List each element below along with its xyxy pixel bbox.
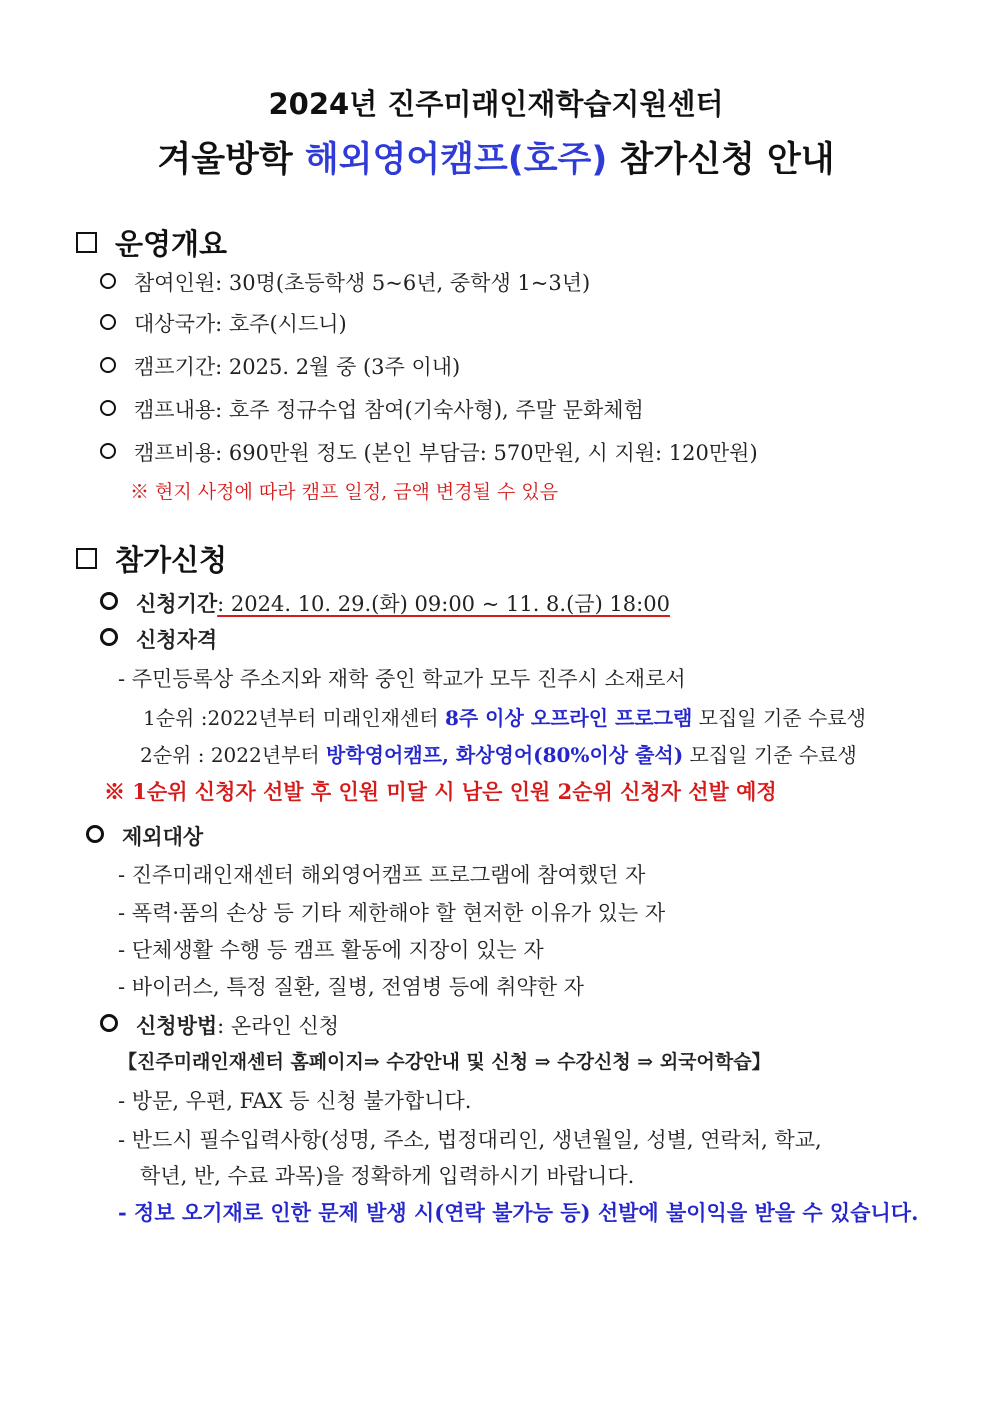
circle-bullet-icon	[86, 825, 104, 843]
overview-item	[100, 351, 460, 381]
overview-item	[100, 267, 590, 297]
period-label: 신청기간	[136, 591, 218, 616]
overview-note: ※ 현지 사정에 따라 캠프 일정, 금액 변경될 수 있음	[130, 481, 559, 503]
rank1-prefix: 1순위 :2022년부터 미래인재센터	[143, 706, 445, 730]
overview-item	[100, 437, 758, 467]
application-path: 【진주미래인재센터 홈페이지⇒ 수강안내 및 신청 ⇒ 수강신청 ⇒ 외국어학습】	[118, 1051, 771, 1073]
overview-item-text: 참여인원: 30명(초등학생 5~6년, 중학생 1~3년)	[134, 271, 591, 295]
exclusion-item: - 단체생활 수행 등 캠프 활동에 지장이 있는 자	[118, 938, 544, 962]
application-note: - 반드시 필수입력사항(성명, 주소, 법정대리인, 생년월일, 성별, 연락처, 학교,	[118, 1128, 822, 1152]
circle-bullet-icon	[100, 628, 118, 646]
overview-item-text: 캠프내용: 호주 정규수업 참여(기숙사형), 주말 문화체험	[134, 398, 644, 422]
circle-bullet-icon	[100, 443, 116, 459]
title-highlight: 해외영어캠프(호주)	[304, 140, 608, 180]
circle-bullet-icon	[100, 400, 116, 416]
rank1-suffix: 모집일 기준 수료생	[692, 706, 866, 730]
method-label: 신청방법	[136, 1013, 218, 1038]
qualification-heading	[100, 624, 217, 654]
page-title-line2	[0, 132, 992, 182]
method-heading	[100, 1010, 339, 1040]
application-period	[100, 588, 670, 618]
exclusion-item: - 바이러스, 특정 질환, 질병, 전염병 등에 취약한 자	[118, 975, 584, 999]
qualification-desc: - 주민등록상 주소지와 재학 중인 학교가 모두 진주시 소재로서	[118, 667, 686, 691]
period-value: : 2024. 10. 29.(화) 09:00 ~ 11. 8.(금) 18:00	[217, 592, 670, 616]
circle-bullet-icon	[100, 592, 118, 610]
exclusion-item: - 진주미래인재센터 해외영어캠프 프로그램에 참여했던 자	[118, 863, 646, 887]
method-value: : 온라인 신청	[217, 1014, 340, 1038]
square-bullet-icon	[76, 232, 97, 253]
overview-item	[100, 394, 644, 424]
overview-item-text: 캠프기간: 2025. 2월 중 (3주 이내)	[134, 355, 461, 379]
rank2-line	[140, 739, 857, 768]
overview-item-text: 캠프비용: 690만원 정도 (본인 부담금: 570만원, 시 지원: 120만원)	[134, 441, 758, 465]
exclusion-label: 제외대상	[122, 824, 204, 849]
title-prefix: 겨울방학	[157, 140, 305, 180]
rank1-highlight: 8주 이상 오프라인 프로그램	[444, 706, 693, 730]
circle-bullet-icon	[100, 273, 116, 289]
section-overview-heading	[76, 222, 227, 263]
overview-item-text: 대상국가: 호주(시드니)	[134, 312, 347, 336]
square-bullet-icon	[76, 548, 97, 569]
qualification-label: 신청자격	[136, 627, 218, 652]
section-application-title: 참가신청	[115, 543, 228, 577]
rank2-suffix: 모집일 기준 수료생	[683, 743, 857, 767]
circle-bullet-icon	[100, 1014, 118, 1032]
exclusion-item: - 폭력·품의 손상 등 기타 제한해야 할 현저한 이유가 있는 자	[118, 901, 666, 925]
rank2-highlight: 방학영어캠프, 화상영어(80%이상 출석)	[326, 743, 684, 767]
section-overview-title: 운영개요	[115, 227, 228, 261]
section-application-heading	[76, 538, 227, 579]
overview-item	[100, 308, 347, 338]
exclusion-heading	[86, 821, 203, 851]
title-suffix: 참가신청 안내	[607, 140, 835, 180]
application-note: - 방문, 우편, FAX 등 신청 불가합니다.	[118, 1089, 472, 1113]
selection-note: ※ 1순위 신청자 선발 후 인원 미달 시 남은 인원 2순위 신청자 선발 예정	[104, 779, 777, 804]
rank1-line	[143, 702, 866, 731]
circle-bullet-icon	[100, 314, 116, 330]
page-title-line1: 2024년 진주미래인재학습지원센터	[268, 87, 724, 121]
rank2-prefix: 2순위 : 2022년부터	[140, 743, 327, 767]
application-note-continued: 학년, 반, 수료 과목)을 정확하게 입력하시기 바랍니다.	[140, 1164, 635, 1188]
application-warning: - 정보 오기재로 인한 문제 발생 시(연락 불가능 등) 선발에 불이익을 받을 수 있습니다.	[118, 1200, 919, 1225]
circle-bullet-icon	[100, 357, 116, 373]
